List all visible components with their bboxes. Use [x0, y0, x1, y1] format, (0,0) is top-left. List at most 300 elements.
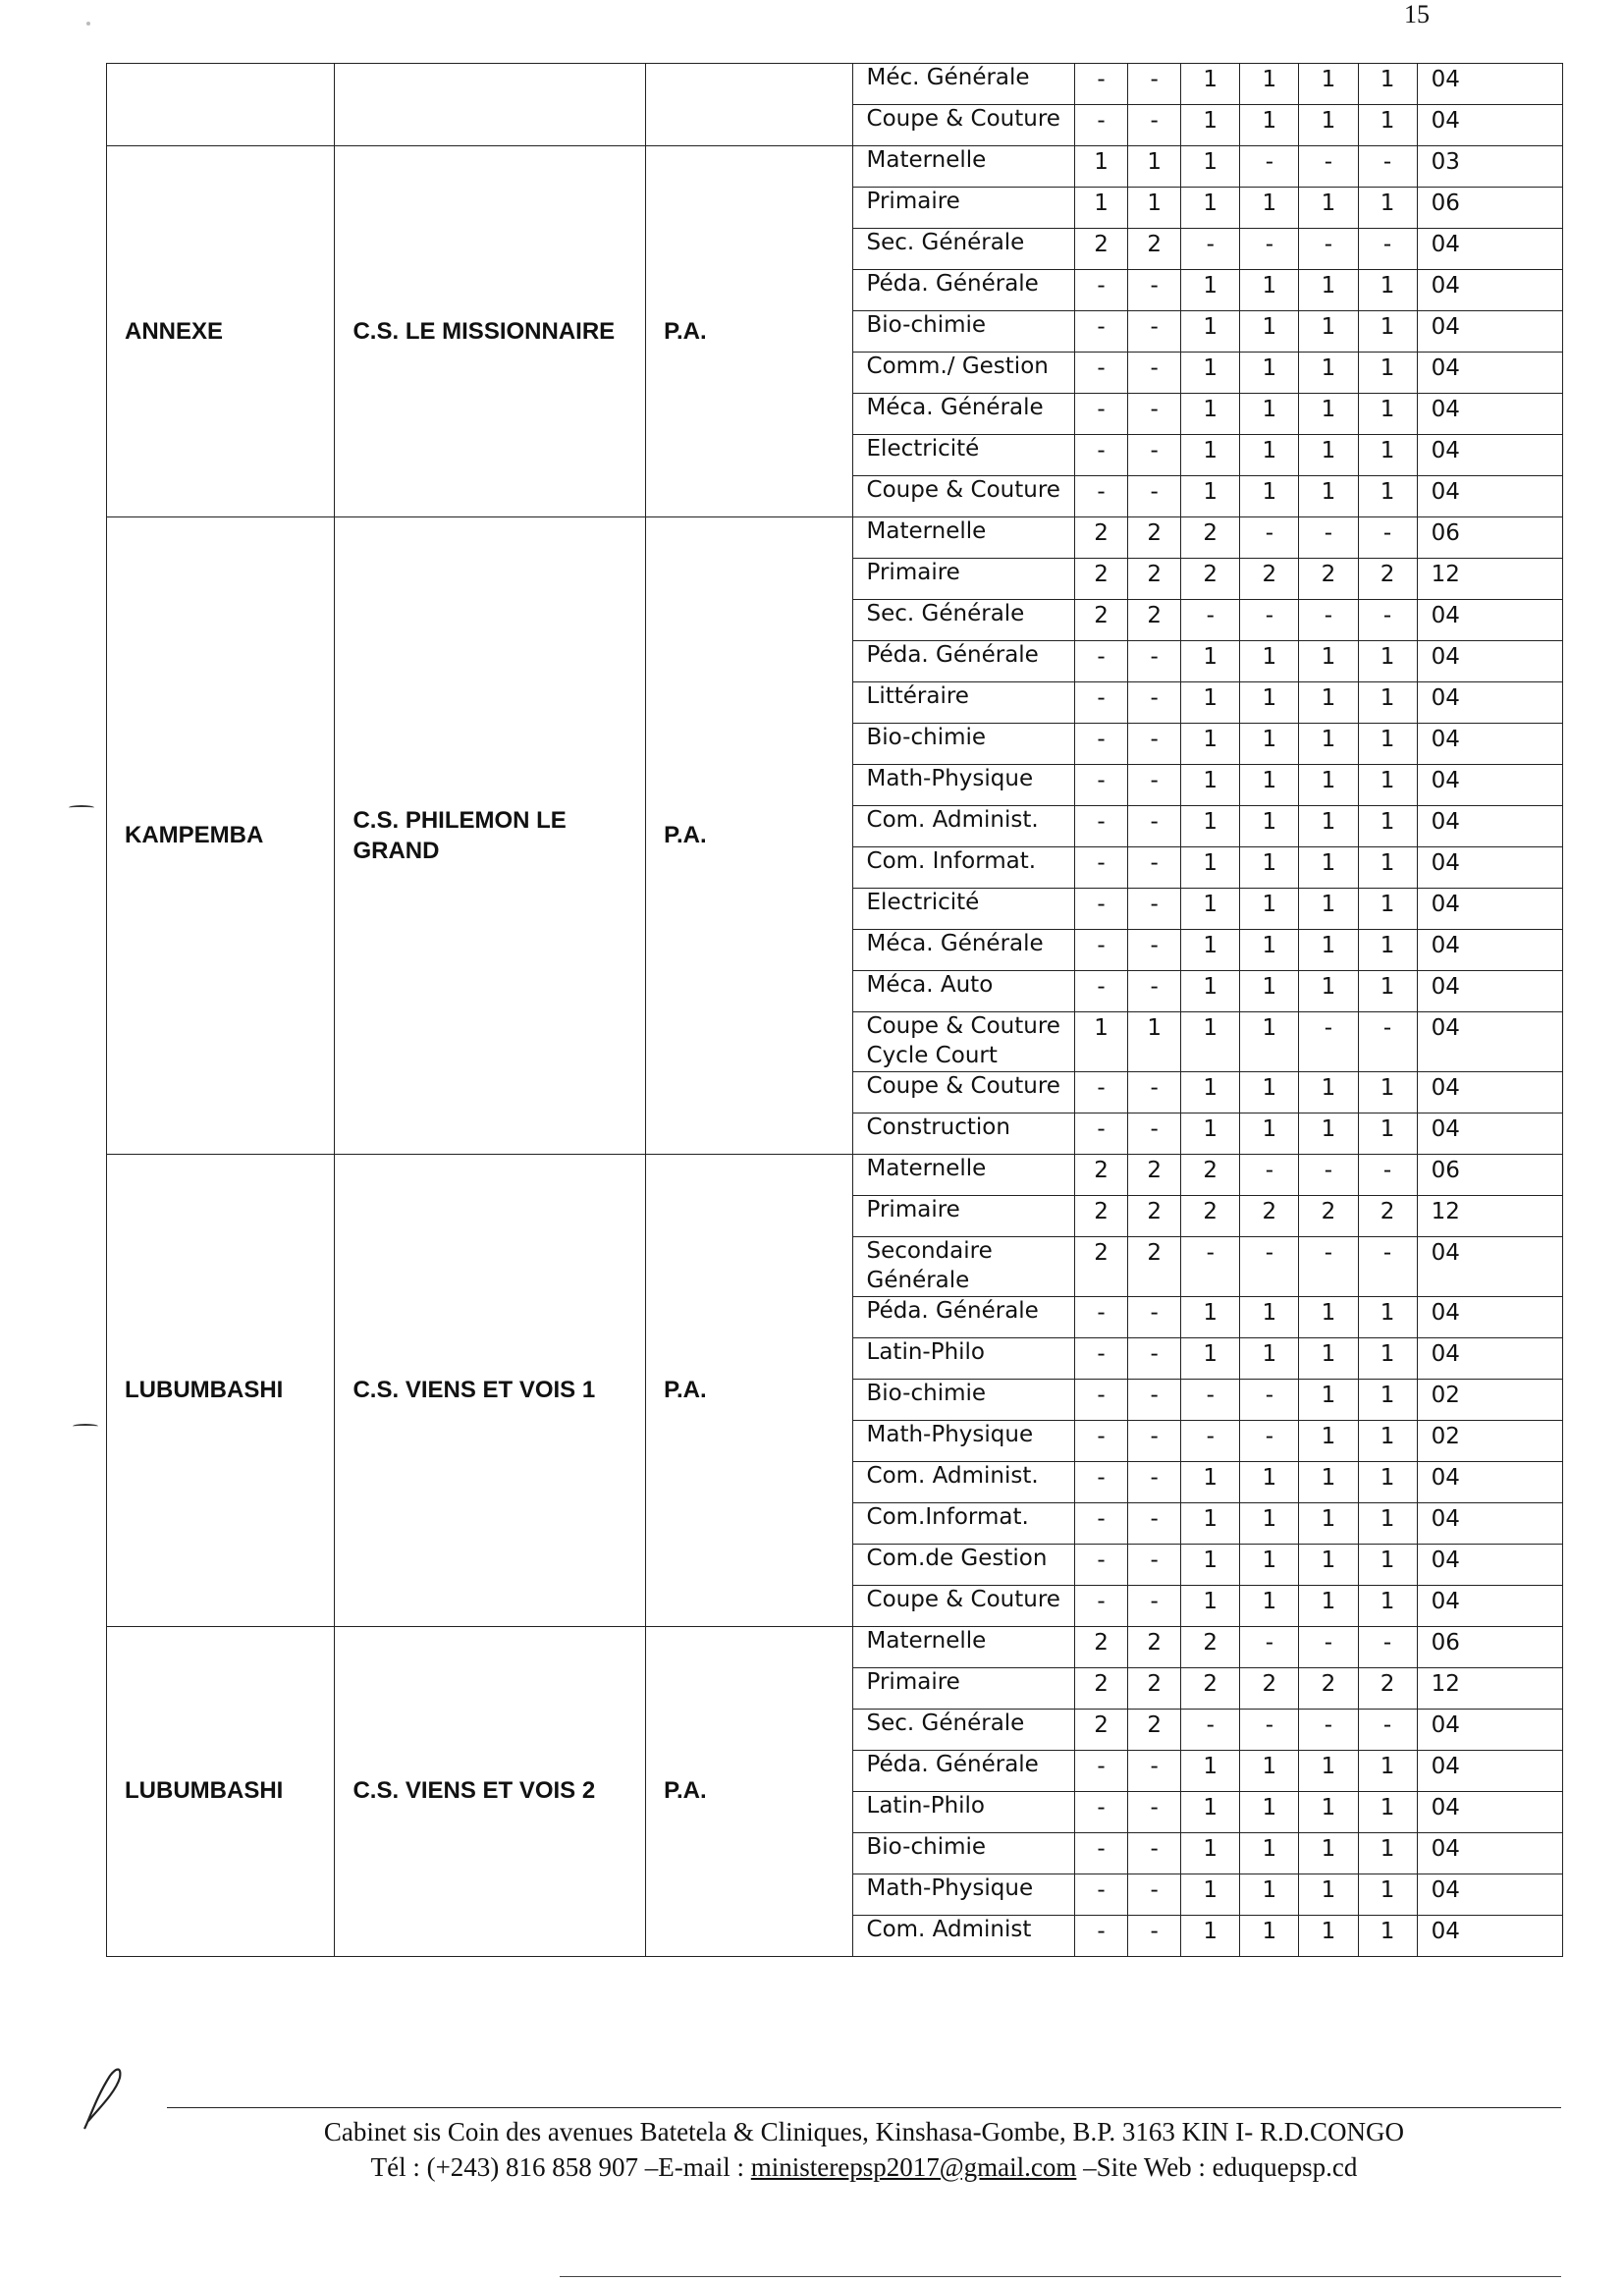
class-count-cell: 2 [1074, 1709, 1127, 1750]
class-count-cell: 1 [1299, 1113, 1358, 1154]
option-name-cell: Electricité [852, 889, 1074, 930]
option-name-cell: Primaire [852, 559, 1074, 600]
class-count-cell: - [1074, 353, 1127, 394]
class-count-cell: 1 [1240, 64, 1299, 105]
class-count-cell: 1 [1358, 1461, 1417, 1502]
class-count-cell: 1 [1240, 682, 1299, 724]
total-cell: 03 [1417, 146, 1562, 188]
class-count-cell: - [1074, 1832, 1127, 1874]
class-count-cell: 1 [1240, 1296, 1299, 1337]
class-count-cell: 1 [1299, 64, 1358, 105]
class-count-cell: 1 [1181, 64, 1240, 105]
class-count-cell: 1 [1181, 1585, 1240, 1626]
total-cell: 12 [1417, 1667, 1562, 1709]
class-count-cell: - [1181, 1379, 1240, 1420]
class-count-cell: - [1128, 765, 1181, 806]
option-name-cell: Maternelle [852, 1154, 1074, 1195]
option-name-cell: Péda. Générale [852, 1296, 1074, 1337]
class-count-cell: - [1074, 806, 1127, 847]
class-count-cell: - [1181, 600, 1240, 641]
school-name-cell: C.S. VIENS ET VOIS 1 [335, 1154, 646, 1626]
option-name-cell: Primaire [852, 1667, 1074, 1709]
class-count-cell: 1 [1358, 64, 1417, 105]
class-count-cell: 1 [1181, 476, 1240, 517]
total-cell: 04 [1417, 682, 1562, 724]
class-count-cell: 1 [1358, 682, 1417, 724]
class-count-cell: 2 [1181, 517, 1240, 559]
class-count-cell: 2 [1181, 1626, 1240, 1667]
total-cell: 04 [1417, 105, 1562, 146]
option-name-cell: Bio-chimie [852, 1832, 1074, 1874]
option-name-cell: Primaire [852, 1195, 1074, 1236]
option-name-cell: Péda. Générale [852, 1750, 1074, 1791]
class-count-cell: 1 [1358, 1379, 1417, 1420]
class-count-cell: 1 [1358, 806, 1417, 847]
class-count-cell: 1 [1181, 765, 1240, 806]
class-count-cell: - [1181, 1236, 1240, 1296]
class-count-cell: - [1358, 600, 1417, 641]
class-count-cell: 1 [1358, 1915, 1417, 1956]
class-count-cell: - [1074, 394, 1127, 435]
class-count-cell: 1 [1358, 105, 1417, 146]
class-count-cell: 1 [1358, 188, 1417, 229]
class-count-cell: - [1128, 682, 1181, 724]
class-count-cell: 2 [1181, 1154, 1240, 1195]
class-count-cell: 1 [1181, 1071, 1240, 1113]
class-count-cell: - [1074, 105, 1127, 146]
table-row [107, 64, 1563, 105]
option-name-cell: Latin-Philo [852, 1791, 1074, 1832]
class-count-cell: 1 [1181, 1461, 1240, 1502]
table-row [107, 1626, 1563, 1667]
class-count-cell: 1 [1299, 394, 1358, 435]
class-count-cell: - [1074, 930, 1127, 971]
class-count-cell: 1 [1181, 889, 1240, 930]
class-count-cell: 1 [1240, 889, 1299, 930]
option-name-cell: Math-Physique [852, 1420, 1074, 1461]
class-count-cell: - [1128, 641, 1181, 682]
option-name-cell: Méca. Auto [852, 971, 1074, 1012]
class-count-cell: 2 [1074, 1236, 1127, 1296]
class-count-cell: 1 [1299, 1296, 1358, 1337]
class-count-cell: 1 [1074, 146, 1127, 188]
class-count-cell: 2 [1074, 1195, 1127, 1236]
class-count-cell: 1 [1240, 1012, 1299, 1072]
class-count-cell: 1 [1299, 1832, 1358, 1874]
school-name-cell: C.S. PHILEMON LE GRAND [335, 517, 646, 1155]
class-count-cell: 1 [1240, 311, 1299, 353]
option-name-cell: Sec. Générale [852, 600, 1074, 641]
total-cell: 04 [1417, 311, 1562, 353]
class-count-cell: - [1128, 435, 1181, 476]
class-count-cell: - [1128, 1585, 1181, 1626]
option-name-cell: Bio-chimie [852, 1379, 1074, 1420]
total-cell: 04 [1417, 1791, 1562, 1832]
class-count-cell: - [1240, 600, 1299, 641]
class-count-cell: - [1181, 229, 1240, 270]
class-count-cell: 1 [1299, 435, 1358, 476]
option-name-cell: Primaire [852, 188, 1074, 229]
class-count-cell: 1 [1181, 1544, 1240, 1585]
option-name-cell: Péda. Générale [852, 641, 1074, 682]
class-count-cell: 1 [1240, 1791, 1299, 1832]
class-count-cell: - [1181, 1420, 1240, 1461]
option-name-cell: Coupe & Couture [852, 1585, 1074, 1626]
class-count-cell: 1 [1299, 1791, 1358, 1832]
option-name-cell: Sec. Générale [852, 229, 1074, 270]
option-name-cell: Littéraire [852, 682, 1074, 724]
total-cell: 04 [1417, 1502, 1562, 1544]
class-count-cell: - [1358, 1236, 1417, 1296]
class-count-cell: 1 [1181, 1874, 1240, 1915]
total-cell: 04 [1417, 1585, 1562, 1626]
total-cell: 02 [1417, 1420, 1562, 1461]
class-count-cell: - [1074, 1544, 1127, 1585]
class-count-cell: 2 [1128, 600, 1181, 641]
class-count-cell: 2 [1128, 559, 1181, 600]
option-name-cell: Méc. Générale [852, 64, 1074, 105]
class-count-cell: - [1074, 1379, 1127, 1420]
class-count-cell: - [1074, 682, 1127, 724]
option-name-cell: Bio-chimie [852, 724, 1074, 765]
class-count-cell: 2 [1128, 1236, 1181, 1296]
class-count-cell: 1 [1299, 930, 1358, 971]
class-count-cell: 1 [1299, 765, 1358, 806]
class-count-cell: - [1181, 1709, 1240, 1750]
option-name-cell: Com. Administ [852, 1915, 1074, 1956]
class-count-cell: 1 [1299, 476, 1358, 517]
class-count-cell: 1 [1181, 971, 1240, 1012]
class-count-cell: 1 [1240, 1461, 1299, 1502]
class-count-cell: - [1128, 1832, 1181, 1874]
class-count-cell: 1 [1240, 1750, 1299, 1791]
total-cell: 04 [1417, 1236, 1562, 1296]
class-count-cell: 1 [1181, 435, 1240, 476]
class-count-cell: - [1358, 146, 1417, 188]
class-count-cell: 1 [1240, 641, 1299, 682]
class-count-cell: - [1240, 1154, 1299, 1195]
class-count-cell: - [1240, 1420, 1299, 1461]
total-cell: 04 [1417, 600, 1562, 641]
class-count-cell: - [1299, 1236, 1358, 1296]
regime-cell [646, 64, 852, 146]
class-count-cell: - [1074, 1461, 1127, 1502]
class-count-cell: 1 [1181, 188, 1240, 229]
class-count-cell: - [1074, 641, 1127, 682]
class-count-cell: 1 [1074, 1012, 1127, 1072]
class-count-cell: 1 [1181, 394, 1240, 435]
table-row [107, 517, 1563, 559]
option-name-cell: Méca. Générale [852, 394, 1074, 435]
class-count-cell: - [1128, 105, 1181, 146]
class-count-cell: 1 [1128, 146, 1181, 188]
total-cell: 04 [1417, 641, 1562, 682]
class-count-cell: 1 [1299, 682, 1358, 724]
class-count-cell: 1 [1358, 889, 1417, 930]
class-count-cell: - [1128, 1502, 1181, 1544]
footer-tel: Tél : (+243) 816 858 907 –E-mail : [370, 2152, 751, 2182]
class-count-cell: 1 [1358, 847, 1417, 889]
class-count-cell: - [1240, 1379, 1299, 1420]
class-count-cell: 2 [1128, 1667, 1181, 1709]
class-count-cell: - [1074, 1337, 1127, 1379]
class-count-cell: - [1074, 724, 1127, 765]
class-count-cell: - [1128, 889, 1181, 930]
class-count-cell: - [1128, 1071, 1181, 1113]
class-count-cell: 1 [1299, 353, 1358, 394]
class-count-cell: 1 [1299, 641, 1358, 682]
class-count-cell: 1 [1358, 1071, 1417, 1113]
total-cell: 04 [1417, 1874, 1562, 1915]
class-count-cell: 1 [1358, 930, 1417, 971]
class-count-cell: 2 [1074, 229, 1127, 270]
class-count-cell: 2 [1128, 1626, 1181, 1667]
option-name-cell: Méca. Générale [852, 930, 1074, 971]
option-name-cell: Maternelle [852, 517, 1074, 559]
class-count-cell: - [1128, 64, 1181, 105]
regime-cell: P.A. [646, 517, 852, 1155]
class-count-cell: 1 [1358, 1832, 1417, 1874]
total-cell: 04 [1417, 353, 1562, 394]
schools-options-table [106, 63, 1563, 1957]
class-count-cell: - [1074, 847, 1127, 889]
class-count-cell: 1 [1358, 270, 1417, 311]
class-count-cell: - [1074, 1791, 1127, 1832]
class-count-cell: 1 [1181, 1113, 1240, 1154]
footer-email-link[interactable]: ministerepsp2017@gmail.com [750, 2152, 1077, 2182]
total-cell: 04 [1417, 1071, 1562, 1113]
class-count-cell: 1 [1240, 1585, 1299, 1626]
class-count-cell: - [1240, 146, 1299, 188]
class-count-cell: - [1074, 971, 1127, 1012]
total-cell: 12 [1417, 1195, 1562, 1236]
class-count-cell: 1 [1128, 188, 1181, 229]
class-count-cell: - [1128, 1461, 1181, 1502]
class-count-cell: 2 [1074, 1626, 1127, 1667]
class-count-cell: 1 [1358, 1337, 1417, 1379]
class-count-cell: 1 [1240, 847, 1299, 889]
total-cell: 04 [1417, 64, 1562, 105]
class-count-cell: 1 [1240, 1915, 1299, 1956]
regime-cell: P.A. [646, 146, 852, 517]
class-count-cell: 1 [1299, 270, 1358, 311]
class-count-cell: - [1128, 270, 1181, 311]
class-count-cell: 1 [1181, 641, 1240, 682]
option-name-cell: Electricité [852, 435, 1074, 476]
total-cell: 06 [1417, 1626, 1562, 1667]
class-count-cell: 1 [1299, 188, 1358, 229]
total-cell: 04 [1417, 724, 1562, 765]
class-count-cell: 1 [1358, 765, 1417, 806]
class-count-cell: 1 [1299, 105, 1358, 146]
class-count-cell: - [1128, 847, 1181, 889]
class-count-cell: - [1074, 435, 1127, 476]
class-count-cell: - [1128, 1874, 1181, 1915]
total-cell: 04 [1417, 476, 1562, 517]
option-name-cell: Com.Informat. [852, 1502, 1074, 1544]
class-count-cell: - [1240, 1236, 1299, 1296]
class-count-cell: 1 [1299, 1874, 1358, 1915]
class-count-cell: - [1128, 1420, 1181, 1461]
class-count-cell: 1 [1240, 971, 1299, 1012]
hole-punch-mark [69, 805, 94, 810]
total-cell: 06 [1417, 517, 1562, 559]
class-count-cell: 2 [1240, 1667, 1299, 1709]
option-name-cell: Coupe & Couture [852, 476, 1074, 517]
class-count-cell: 2 [1358, 1195, 1417, 1236]
class-count-cell: 1 [1181, 353, 1240, 394]
footer-contact [167, 2152, 1561, 2183]
class-count-cell: 1 [1240, 188, 1299, 229]
class-count-cell: - [1358, 1626, 1417, 1667]
class-count-cell: - [1128, 806, 1181, 847]
class-count-cell: - [1128, 1791, 1181, 1832]
class-count-cell: - [1128, 353, 1181, 394]
bottom-rule [560, 2276, 1561, 2277]
signature-mark [77, 2058, 145, 2137]
class-count-cell: - [1074, 476, 1127, 517]
class-count-cell: 1 [1181, 1832, 1240, 1874]
class-count-cell: 2 [1181, 1667, 1240, 1709]
class-count-cell: 2 [1128, 1154, 1181, 1195]
option-name-cell: Com. Informat. [852, 847, 1074, 889]
school-name-cell: C.S. VIENS ET VOIS 2 [335, 1626, 646, 1956]
class-count-cell: 1 [1358, 724, 1417, 765]
table-row [107, 146, 1563, 188]
class-count-cell: 1 [1358, 476, 1417, 517]
class-count-cell: 1 [1181, 146, 1240, 188]
class-count-cell: - [1128, 1915, 1181, 1956]
class-count-cell: - [1074, 1502, 1127, 1544]
total-cell: 02 [1417, 1379, 1562, 1420]
class-count-cell: - [1299, 1626, 1358, 1667]
option-name-cell: Com. Administ. [852, 806, 1074, 847]
class-count-cell: 1 [1299, 1337, 1358, 1379]
class-count-cell: - [1128, 1544, 1181, 1585]
class-count-cell: 1 [1181, 105, 1240, 146]
group-name-cell: ANNEXE [107, 146, 335, 517]
class-count-cell: 1 [1358, 1544, 1417, 1585]
option-name-cell: Construction [852, 1113, 1074, 1154]
class-count-cell: 1 [1181, 1915, 1240, 1956]
class-count-cell: 1 [1181, 311, 1240, 353]
total-cell: 04 [1417, 1113, 1562, 1154]
total-cell: 04 [1417, 847, 1562, 889]
class-count-cell: 1 [1299, 311, 1358, 353]
class-count-cell: 2 [1128, 517, 1181, 559]
option-name-cell: Comm./ Gestion [852, 353, 1074, 394]
class-count-cell: 2 [1358, 559, 1417, 600]
class-count-cell: 1 [1181, 1296, 1240, 1337]
class-count-cell: - [1074, 1420, 1127, 1461]
class-count-cell: 1 [1358, 311, 1417, 353]
class-count-cell: - [1240, 517, 1299, 559]
class-count-cell: - [1128, 476, 1181, 517]
class-count-cell: - [1299, 1012, 1358, 1072]
class-count-cell: - [1128, 971, 1181, 1012]
option-name-cell: Math-Physique [852, 765, 1074, 806]
total-cell: 04 [1417, 1709, 1562, 1750]
class-count-cell: 1 [1358, 1585, 1417, 1626]
total-cell: 12 [1417, 559, 1562, 600]
regime-cell: P.A. [646, 1626, 852, 1956]
class-count-cell: - [1299, 229, 1358, 270]
class-count-cell: 2 [1240, 1195, 1299, 1236]
class-count-cell: 1 [1240, 1832, 1299, 1874]
class-count-cell: - [1240, 229, 1299, 270]
class-count-cell: - [1128, 394, 1181, 435]
class-count-cell: 2 [1128, 1709, 1181, 1750]
class-count-cell: 2 [1074, 600, 1127, 641]
class-count-cell: 1 [1358, 1113, 1417, 1154]
class-count-cell: 1 [1181, 930, 1240, 971]
total-cell: 04 [1417, 930, 1562, 971]
class-count-cell: 1 [1240, 1113, 1299, 1154]
group-name-cell: KAMPEMBA [107, 517, 335, 1155]
total-cell: 04 [1417, 889, 1562, 930]
class-count-cell: 1 [1240, 806, 1299, 847]
total-cell: 04 [1417, 394, 1562, 435]
footer-rule [167, 2107, 1561, 2108]
school-name-cell: C.S. LE MISSIONNAIRE [335, 146, 646, 517]
class-count-cell: 1 [1299, 1502, 1358, 1544]
class-count-cell: 1 [1181, 806, 1240, 847]
total-cell: 04 [1417, 270, 1562, 311]
class-count-cell: 1 [1299, 1544, 1358, 1585]
class-count-cell: 1 [1358, 1791, 1417, 1832]
class-count-cell: 1 [1358, 1874, 1417, 1915]
class-count-cell: 1 [1358, 1420, 1417, 1461]
option-name-cell: Math-Physique [852, 1874, 1074, 1915]
class-count-cell: - [1299, 600, 1358, 641]
class-count-cell: 1 [1240, 394, 1299, 435]
class-count-cell: - [1074, 1750, 1127, 1791]
class-count-cell: 1 [1299, 847, 1358, 889]
class-count-cell: 1 [1240, 1544, 1299, 1585]
class-count-cell: 1 [1358, 394, 1417, 435]
class-count-cell: - [1128, 724, 1181, 765]
class-count-cell: - [1299, 1709, 1358, 1750]
class-count-cell: 1 [1240, 765, 1299, 806]
class-count-cell: 1 [1299, 1585, 1358, 1626]
class-count-cell: 1 [1240, 1071, 1299, 1113]
total-cell: 04 [1417, 1461, 1562, 1502]
class-count-cell: 1 [1240, 105, 1299, 146]
class-count-cell: 1 [1181, 1750, 1240, 1791]
class-count-cell: - [1128, 1750, 1181, 1791]
class-count-cell: - [1240, 1626, 1299, 1667]
class-count-cell: - [1074, 64, 1127, 105]
class-count-cell: 1 [1358, 971, 1417, 1012]
class-count-cell: - [1358, 1012, 1417, 1072]
total-cell: 04 [1417, 1832, 1562, 1874]
class-count-cell: 1 [1358, 1296, 1417, 1337]
class-count-cell: 1 [1240, 270, 1299, 311]
class-count-cell: 1 [1358, 435, 1417, 476]
class-count-cell: 1 [1299, 1915, 1358, 1956]
class-count-cell: - [1074, 889, 1127, 930]
group-name-cell: LUBUMBASHI [107, 1626, 335, 1956]
class-count-cell: - [1128, 1113, 1181, 1154]
school-name-cell [335, 64, 646, 146]
class-count-cell: 1 [1181, 1012, 1240, 1072]
class-count-cell: 2 [1299, 559, 1358, 600]
class-count-cell: - [1128, 1379, 1181, 1420]
class-count-cell: 2 [1299, 1195, 1358, 1236]
table-row [107, 1154, 1563, 1195]
class-count-cell: 1 [1299, 971, 1358, 1012]
class-count-cell: 1 [1240, 724, 1299, 765]
